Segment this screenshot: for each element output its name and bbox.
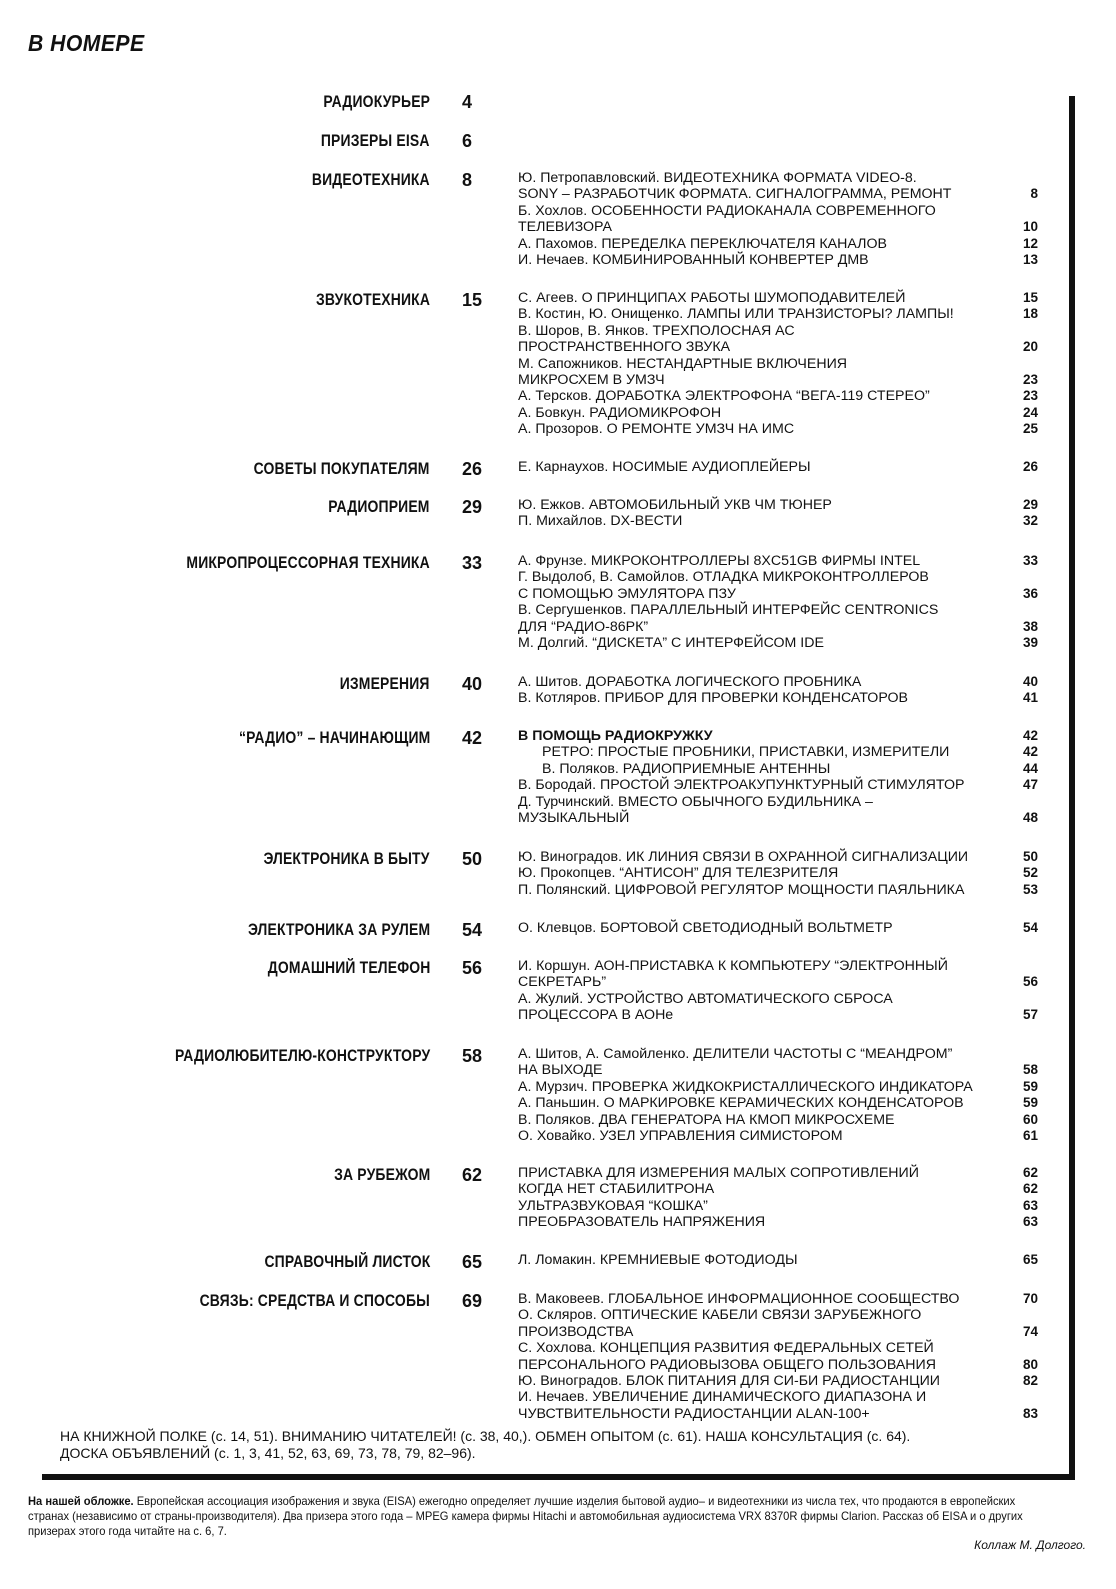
article-title: Д. Турчинский. ВМЕСТО ОБЫЧНОГО БУДИЛЬНИКА – МУЗЫКАЛЬНЫЙ (518, 793, 873, 826)
article-title: Л. Ломакин. КРЕМНИЕВЫЕ ФОТОДИОДЫ (518, 1252, 798, 1268)
article-entry (518, 674, 1058, 690)
article-title: А. Шитов, А. Самойленко. ДЕЛИТЕЛИ ЧАСТОТЫ С “МЕАНДРОМ” НА ВЫХОДЕ (518, 1046, 953, 1079)
article-page: 56 (1022, 974, 1038, 990)
article-entry (518, 958, 1058, 991)
article-page: 50 (1022, 848, 1038, 864)
article-title: А. Прозоров. О РЕМОНТЕ УМЗЧ НА ИМС (518, 421, 795, 438)
article-entry (518, 1128, 1058, 1144)
article-entry (518, 1340, 1058, 1373)
article-title: Ю. Ежков. АВТОМОБИЛЬНЫЙ УКВ ЧМ ТЮНЕР (518, 497, 832, 513)
article-title: В. Бородай. ПРОСТОЙ ЭЛЕКТРОАКУПУНКТУРНЫЙ СТИМУЛЯТОР (518, 777, 965, 794)
section-name: РАДИОЛЮБИТЕЛЮ-КОНСТРУКТОРУ (174, 1046, 430, 1065)
article-page: 13 (1022, 251, 1038, 267)
article-entry (518, 1046, 1058, 1079)
article-entry (518, 290, 1058, 306)
article-title: А. Терсков. ДОРАБОТКА ЭЛЕКТРОФОНА “ВЕГА-119 СТЕРЕО” (518, 388, 930, 405)
article-entry (518, 1214, 1058, 1230)
article-title: Е. Карнаухов. НОСИМЫЕ АУДИОПЛЕЙЕРЫ (518, 459, 811, 475)
article-entry (518, 635, 1058, 651)
article-title: В. Сергушенков. ПАРАЛЛЕЛЬНЫЙ ИНТЕРФЕЙС CENTRONICS ДЛЯ “РАДИО-86РК” (518, 602, 939, 635)
article-entry (518, 761, 1058, 777)
article-page: 83 (1022, 1405, 1038, 1421)
section-page: 8 (462, 170, 473, 190)
article-entry (518, 553, 1058, 569)
article-entry (518, 602, 1058, 635)
article-entry (518, 252, 1058, 268)
article-title: Б. Хохлов. ОСОБЕННОСТИ РАДИОКАНАЛА СОВРЕМЕННОГО ТЕЛЕВИЗОРА (518, 202, 936, 236)
article-title: А. Мурзич. ПРОВЕРКА ЖИДКОКРИСТАЛЛИЧЕСКОГО ИНДИКАТОРА (518, 1078, 973, 1095)
section-page: 69 (462, 1291, 483, 1311)
article-title: УЛЬТРАЗВУКОВАЯ “КОШКА” (518, 1197, 708, 1214)
article-entry (518, 849, 1058, 865)
section-page: 40 (462, 674, 483, 694)
section-name: РАДИОПРИЕМ (328, 497, 430, 516)
section-name: ИЗМЕРЕНИЯ (340, 674, 430, 693)
article-entry (518, 405, 1058, 421)
article-page: 38 (1022, 618, 1038, 634)
article-page: 42 (1022, 744, 1038, 760)
article-entry (518, 744, 1058, 760)
section-name: “РАДИО” – НАЧИНАЮЩИМ (238, 728, 430, 747)
article-page: 10 (1022, 219, 1038, 235)
cover-note-label: На нашей обложке. (28, 1494, 134, 1508)
article-title: А. Бовкун. РАДИОМИКРОФОН (518, 404, 722, 421)
article-entry (518, 1252, 1058, 1268)
article-entry (518, 882, 1058, 898)
article-page: 23 (1022, 371, 1038, 387)
article-title: В. Маковеев. ГЛОБАЛЬНОЕ ИНФОРМАЦИОННОЕ СООБЩЕСТВО (518, 1291, 960, 1307)
article-entry (518, 1307, 1058, 1340)
article-entry (518, 306, 1058, 322)
article-page: 26 (1022, 458, 1038, 474)
right-rule (1069, 96, 1075, 1474)
article-page: 54 (1022, 919, 1038, 935)
cover-note (28, 1494, 1023, 1539)
article-page: 62 (1022, 1164, 1038, 1180)
section-page: 42 (462, 728, 483, 748)
article-title: М. Сапожников. НЕСТАНДАРТНЫЕ ВКЛЮЧЕНИЯ МИКРОСХЕМ В УМЗЧ (518, 355, 848, 388)
misc-line-2: ДОСКА ОБЪЯВЛЕНИЙ (с. 1, 3, 41, 52, 63, 69, 73, 78, 79, 82–96). (60, 1444, 476, 1461)
article-title: В. Поляков. РАДИОПРИЕМНЫЕ АНТЕННЫ (542, 760, 831, 777)
article-entry (518, 170, 1058, 203)
article-page: 36 (1022, 585, 1038, 601)
section-page: 62 (462, 1165, 483, 1185)
article-page: 33 (1022, 552, 1038, 568)
article-title: В. Шоров, В. Янков. ТРЕХПОЛОСНАЯ АС ПРОСТРАНСТВЕННОГО ЗВУКА (518, 322, 795, 356)
article-entry (518, 236, 1058, 252)
article-title: М. Долгий. “ДИСКЕТА” С ИНТЕРФЕЙСОМ IDE (518, 635, 824, 651)
article-page: 47 (1022, 777, 1038, 793)
article-title: А. Жулий. УСТРОЙСТВО АВТОМАТИЧЕСКОГО СБРОСА ПРОЦЕССОРА В АОНе (518, 990, 893, 1024)
article-page: 65 (1022, 1251, 1038, 1267)
article-entry (518, 421, 1058, 437)
article-title: А. Пахомов. ПЕРЕДЕЛКА ПЕРЕКЛЮЧАТЕЛЯ КАНАЛОВ (518, 235, 887, 252)
article-title: Г. Выдолоб, В. Самойлов. ОТЛАДКА МИКРОКОНТРОЛЛЕРОВ С ПОМОЩЬЮ ЭМУЛЯТОРА ПЗУ (518, 569, 929, 602)
article-page: 18 (1022, 306, 1038, 322)
misc-line-1: НА КНИЖНОЙ ПОЛКЕ (с. 14, 51). ВНИМАНИЮ ЧИТАТЕЛЕЙ! (с. 38, 40,). ОБМЕН ОПЫТОМ (с. 61). НАША КОНСУЛЬТАЦИЯ (с. 64). (60, 1428, 911, 1444)
article-title: ПРЕОБРАЗОВАТЕЛЬ НАПРЯЖЕНИЯ (518, 1214, 766, 1231)
section-name: ВИДЕОТЕХНИКА (312, 170, 430, 189)
section-name: ПРИЗЕРЫ EISA (321, 131, 430, 150)
article-title: Ю. Прокопцев. “АНТИСОН” ДЛЯ ТЕЛЕЗРИТЕЛЯ (518, 865, 839, 882)
article-page: 53 (1022, 881, 1038, 897)
article-page: 63 (1022, 1214, 1038, 1230)
article-entry (518, 569, 1058, 602)
article-title: П. Полянский. ЦИФРОВОЙ РЕГУЛЯТОР МОЩНОСТИ ПАЯЛЬНИКА (518, 881, 965, 898)
article-entry (518, 1165, 1058, 1181)
section-page: 29 (462, 497, 483, 517)
article-entry (518, 1079, 1058, 1095)
article-title: И. Нечаев. КОМБИНИРОВАННЫЙ КОНВЕРТЕР ДМВ (518, 252, 869, 268)
section-name: СВЯЗЬ: СРЕДСТВА И СПОСОБЫ (199, 1291, 430, 1310)
section-page: 54 (462, 920, 483, 940)
section-name: ЗА РУБЕЖОМ (333, 1165, 430, 1184)
misc-columns (60, 1428, 1070, 1461)
article-title: О. Ховайко. УЗЕЛ УПРАВЛЕНИЯ СИМИСТОРОМ (518, 1128, 843, 1144)
article-page: 23 (1022, 388, 1038, 404)
article-entry (518, 497, 1058, 513)
article-entry (518, 513, 1058, 529)
article-page: 20 (1022, 339, 1038, 355)
section-page: 33 (462, 553, 483, 573)
section-page: 4 (462, 92, 473, 112)
article-entry (518, 1198, 1058, 1214)
article-entry (518, 728, 1058, 744)
article-entry (518, 865, 1058, 881)
article-page: 62 (1022, 1181, 1038, 1197)
article-title: О. Клевцов. БОРТОВОЙ СВЕТОДИОДНЫЙ ВОЛЬТМЕТР (518, 920, 893, 936)
article-title: И. Нечаев. УВЕЛИЧЕНИЕ ДИНАМИЧЕСКОГО ДИАПАЗОНА И ЧУВСТВИТЕЛЬНОСТИ РАДИОСТАНЦИИ ALAN-100+ (518, 1389, 927, 1422)
section-name: СОВЕТЫ ПОКУПАТЕЛЯМ (254, 459, 430, 478)
article-title: Ю. Петропавловский. ВИДЕОТЕХНИКА ФОРМАТА VIDEO-8. SONY – РАЗРАБОТЧИК ФОРМАТА. СИГНАЛОГРАММА, РЕМОНТ (518, 170, 952, 203)
article-title: Ю. Виноградов. ИК ЛИНИЯ СВЯЗИ В ОХРАННОЙ СИГНАЛИЗАЦИИ (518, 849, 969, 865)
article-title: В. Поляков. ДВА ГЕНЕРАТОРА НА КМОП МИКРОСХЕМЕ (518, 1111, 895, 1128)
article-entry (518, 1373, 1058, 1389)
article-page: 15 (1022, 289, 1038, 305)
article-entry (518, 323, 1058, 356)
article-entry (518, 690, 1058, 706)
article-title: О. Скляров. ОПТИЧЕСКИЕ КАБЕЛИ СВЯЗИ ЗАРУБЕЖНОГО ПРОИЗВОДСТВА (518, 1307, 922, 1340)
article-page: 60 (1022, 1111, 1038, 1127)
section-page: 56 (462, 958, 483, 978)
article-page: 61 (1022, 1127, 1038, 1143)
section-name: МИКРОПРОЦЕССОРНАЯ ТЕХНИКА (186, 553, 430, 572)
article-title: Ю. Виноградов. БЛОК ПИТАНИЯ ДЛЯ СИ-БИ РАДИОСТАНЦИИ (518, 1373, 941, 1389)
article-title: П. Михайлов. DX-ВЕСТИ (518, 513, 683, 530)
article-page: 52 (1022, 865, 1038, 881)
section-page: 58 (462, 1046, 483, 1066)
section-page: 15 (462, 290, 483, 310)
article-page: 58 (1022, 1062, 1038, 1078)
section-name: РАДИОКУРЬЕР (323, 92, 430, 111)
section-name: ЭЛЕКТРОНИКА ЗА РУЛЕМ (247, 920, 430, 939)
article-page: 40 (1022, 673, 1038, 689)
section-page: 26 (462, 459, 483, 479)
collage-credit: Коллаж М. Долгого. (974, 1538, 1086, 1552)
bottom-rule (42, 1474, 1075, 1480)
article-entry (518, 1181, 1058, 1197)
article-entry (518, 1112, 1058, 1128)
article-title: В. Костин, Ю. Онищенко. ЛАМПЫ ИЛИ ТРАНЗИСТОРЫ? ЛАМПЫ! (518, 306, 954, 323)
article-page: 74 (1022, 1323, 1038, 1339)
article-title: КОГДА НЕТ СТАБИЛИТРОНА (518, 1181, 715, 1198)
section-page: 65 (462, 1252, 483, 1272)
article-page: 29 (1022, 496, 1038, 512)
section-name: СПРАВОЧНЫЙ ЛИСТОК (263, 1252, 430, 1271)
article-entry (518, 356, 1058, 389)
article-entry (518, 920, 1058, 936)
article-entry (518, 1095, 1058, 1111)
section-page: 50 (462, 849, 483, 869)
section-name: ДОМАШНИЙ ТЕЛЕФОН (267, 958, 430, 977)
article-title: В ПОМОЩЬ РАДИОКРУЖКУ (518, 728, 713, 744)
article-title: А. Паньшин. О МАРКИРОВКЕ КЕРАМИЧЕСКИХ КОНДЕНСАТОРОВ (518, 1095, 964, 1112)
article-title: И. Коршун. АОН-ПРИСТАВКА К КОМПЬЮТЕРУ “ЭЛЕКТРОННЫЙ СЕКРЕТАРЬ” (518, 958, 948, 991)
article-entry (518, 388, 1058, 404)
cover-note-text: Европейская ассоциация изображения и звука (EISA) ежегодно определяет лучшие изделия бытовой аудио– и видеотехники из числа тех, что продаются в европейских странах (независимо от страны-производителя). Два призера этого года – MPEG камера фирмы Hitachi и автомобильная аудиосистема VRX 8370R фирмы Clarion. Рассказ об EISA и о других призерах этого года читайте на с. 6, 7. (28, 1494, 1023, 1538)
article-page: 59 (1022, 1078, 1038, 1094)
section-name: ЗВУКОТЕХНИКА (315, 290, 430, 309)
article-title: С. Агеев. О ПРИНЦИПАХ РАБОТЫ ШУМОПОДАВИТЕЛЕЙ (518, 290, 906, 306)
article-entry (518, 1291, 1058, 1307)
article-page: 70 (1022, 1290, 1038, 1306)
article-title: В. Котляров. ПРИБОР ДЛЯ ПРОВЕРКИ КОНДЕНСАТОРОВ (518, 690, 908, 707)
article-title: А. Фрунзе. МИКРОКОНТРОЛЛЕРЫ 8XC51GB ФИРМЫ INTEL (518, 553, 921, 569)
article-page: 44 (1022, 760, 1038, 776)
article-page: 42 (1022, 727, 1038, 743)
article-page: 39 (1022, 634, 1038, 650)
section-name: ЭЛЕКТРОНИКА В БЫТУ (263, 849, 430, 868)
article-title: А. Шитов. ДОРАБОТКА ЛОГИЧЕСКОГО ПРОБНИКА (518, 674, 862, 690)
article-entry (518, 794, 1058, 827)
article-entry (518, 203, 1058, 236)
article-page: 57 (1022, 1007, 1038, 1023)
article-page: 41 (1022, 690, 1038, 706)
article-entry (518, 991, 1058, 1024)
article-page: 32 (1022, 513, 1038, 529)
article-page: 48 (1022, 809, 1038, 825)
article-page: 24 (1022, 404, 1038, 420)
section-page: 6 (462, 131, 473, 151)
article-page: 80 (1022, 1356, 1038, 1372)
article-page: 12 (1022, 235, 1038, 251)
article-title: РЕТРО: ПРОСТЫЕ ПРОБНИКИ, ПРИСТАВКИ, ИЗМЕРИТЕЛИ (542, 744, 950, 761)
article-page: 59 (1022, 1095, 1038, 1111)
page-title: В НОМЕРЕ (28, 30, 145, 56)
article-entry (518, 459, 1058, 475)
article-page: 25 (1022, 421, 1038, 437)
article-page: 63 (1022, 1197, 1038, 1213)
article-title: ПРИСТАВКА ДЛЯ ИЗМЕРЕНИЯ МАЛЫХ СОПРОТИВЛЕНИЙ (518, 1165, 919, 1181)
article-page: 82 (1022, 1372, 1038, 1388)
article-entry (518, 1389, 1058, 1422)
article-title: С. Хохлова. КОНЦЕПЦИЯ РАЗВИТИЯ ФЕДЕРАЛЬНЫХ СЕТЕЙ ПЕРСОНАЛЬНОГО РАДИОВЫЗОВА ОБЩЕГО ПОЛЬЗОВАНИЯ (518, 1340, 936, 1373)
article-entry (518, 777, 1058, 793)
article-page: 8 (1030, 186, 1038, 202)
